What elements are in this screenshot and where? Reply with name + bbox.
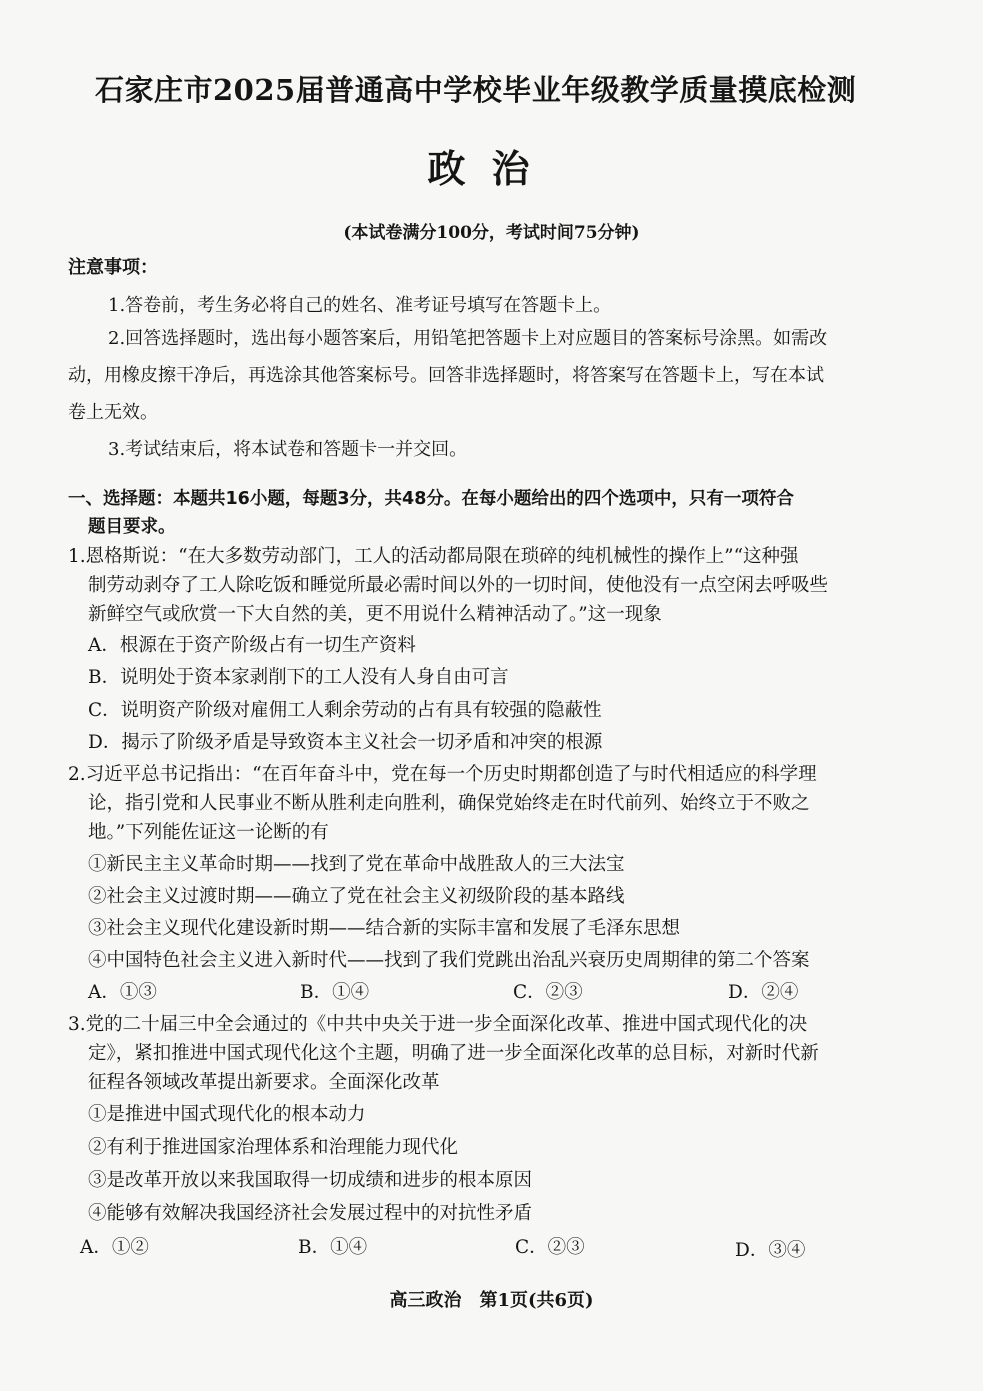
notice-line: 动，用橡皮擦干净后，再选涂其他答案标号。回答非选择题时，将答案写在答题卡上，写在本试 xyxy=(68,365,824,386)
question-2-stem: 地。”下列能佐证这一论断的有 xyxy=(88,822,329,843)
question-1-option-b: B．说明处于资本家剥削下的工人没有人身自由可言 xyxy=(88,667,509,688)
question-3-item: ②有利于推进国家治理体系和治理能力现代化 xyxy=(88,1137,459,1158)
question-3-item: ①是推进中国式现代化的根本动力 xyxy=(88,1104,366,1125)
question-3-item: ④能够有效解决我国经济社会发展过程中的对抗性矛盾 xyxy=(88,1203,533,1224)
question-2-item: ④中国特色社会主义进入新时代——找到了我们党跳出治乱兴衰历史周期律的第二个答案 xyxy=(88,950,810,971)
question-3-stem: 3.党的二十届三中全会通过的《中共中央关于进一步全面深化改革、推进中国式现代化的决 xyxy=(68,1014,808,1035)
notice-heading: 注意事项： xyxy=(68,257,158,278)
question-1-option-d: D．揭示了阶级矛盾是导致资本主义社会一切矛盾和冲突的根源 xyxy=(88,732,603,753)
subject-title: 政治 xyxy=(427,146,556,191)
question-1-option-c: C．说明资产阶级对雇佣工人剩余劳动的占有具有较强的隐蔽性 xyxy=(88,700,602,721)
exam-title: 石家庄市2025届普通高中学校毕业年级教学质量摸底检测 xyxy=(95,73,857,107)
question-3-item: ③是改革开放以来我国取得一切成绩和进步的根本原因 xyxy=(88,1170,533,1191)
notice-line: 卷上无效。 xyxy=(68,402,158,423)
question-1-stem: 制劳动剥夺了工人除吃饭和睡觉所最必需时间以外的一切时间，使他没有一点空闲去呼吸些 xyxy=(88,575,829,596)
exam-meta: (本试卷满分100分，考试时间75分钟) xyxy=(343,223,640,243)
page-footer: 高三政治 第1页(共6页) xyxy=(389,1290,594,1311)
question-2-item: ②社会主义过渡时期——确立了党在社会主义初级阶段的基本路线 xyxy=(88,886,625,907)
question-2-choice-b: B．①④ xyxy=(300,982,370,1003)
question-1-stem: 新鲜空气或欣赏一下大自然的美，更不用说什么精神活动了。”这一现象 xyxy=(88,604,662,625)
question-3-stem: 定》，紧扣推进中国式现代化这个主题，明确了进一步全面深化改革的总目标，对新时代新 xyxy=(88,1043,819,1064)
question-2-choice-c: C．②③ xyxy=(513,982,583,1003)
question-2-item: ③社会主义现代化建设新时期——结合新的实际丰富和发展了毛泽东思想 xyxy=(88,918,681,939)
question-3-choice-c: C．②③ xyxy=(515,1237,585,1258)
question-2-item: ①新民主主义革命时期——找到了党在革命中战胜敌人的三大法宝 xyxy=(88,854,625,875)
question-3-choice-b: B．①④ xyxy=(298,1237,368,1258)
question-3-stem: 征程各领域改革提出新要求。全面深化改革 xyxy=(88,1072,440,1093)
question-2-choice-d: D．②④ xyxy=(728,982,799,1003)
question-2-stem: 论，指引党和人民事业不断从胜利走向胜利，确保党始终走在时代前列、始终立于不败之 xyxy=(88,793,810,814)
question-2-choice-a: A．①③ xyxy=(88,982,157,1003)
section-heading: 题目要求。 xyxy=(88,517,176,537)
question-1-stem: 1.恩格斯说：“在大多数劳动部门，工人的活动都局限在琐碎的纯机械性的操作上”“这种强 xyxy=(68,546,799,567)
section-heading: 一、选择题：本题共16小题，每题3分，共48分。在每小题给出的四个选项中，只有一项符合 xyxy=(68,489,794,509)
question-3-choice-a: A．①② xyxy=(80,1237,149,1258)
notice-line: 2.回答选择题时，选出每小题答案后，用铅笔把答题卡上对应题目的答案标号涂黑。如需改 xyxy=(108,328,828,349)
notice-line: 3.考试结束后，将本试卷和答题卡一并交回。 xyxy=(108,439,468,460)
question-1-option-a: A．根源在于资产阶级占有一切生产资料 xyxy=(88,635,416,656)
question-2-stem: 2.习近平总书记指出：“在百年奋斗中，党在每一个历史时期都创造了与时代相适应的科学理 xyxy=(68,764,817,785)
notice-line: 1.答卷前，考生务必将自己的姓名、准考证号填写在答题卡上。 xyxy=(108,295,612,316)
question-3-choice-d: D．③④ xyxy=(735,1240,806,1261)
